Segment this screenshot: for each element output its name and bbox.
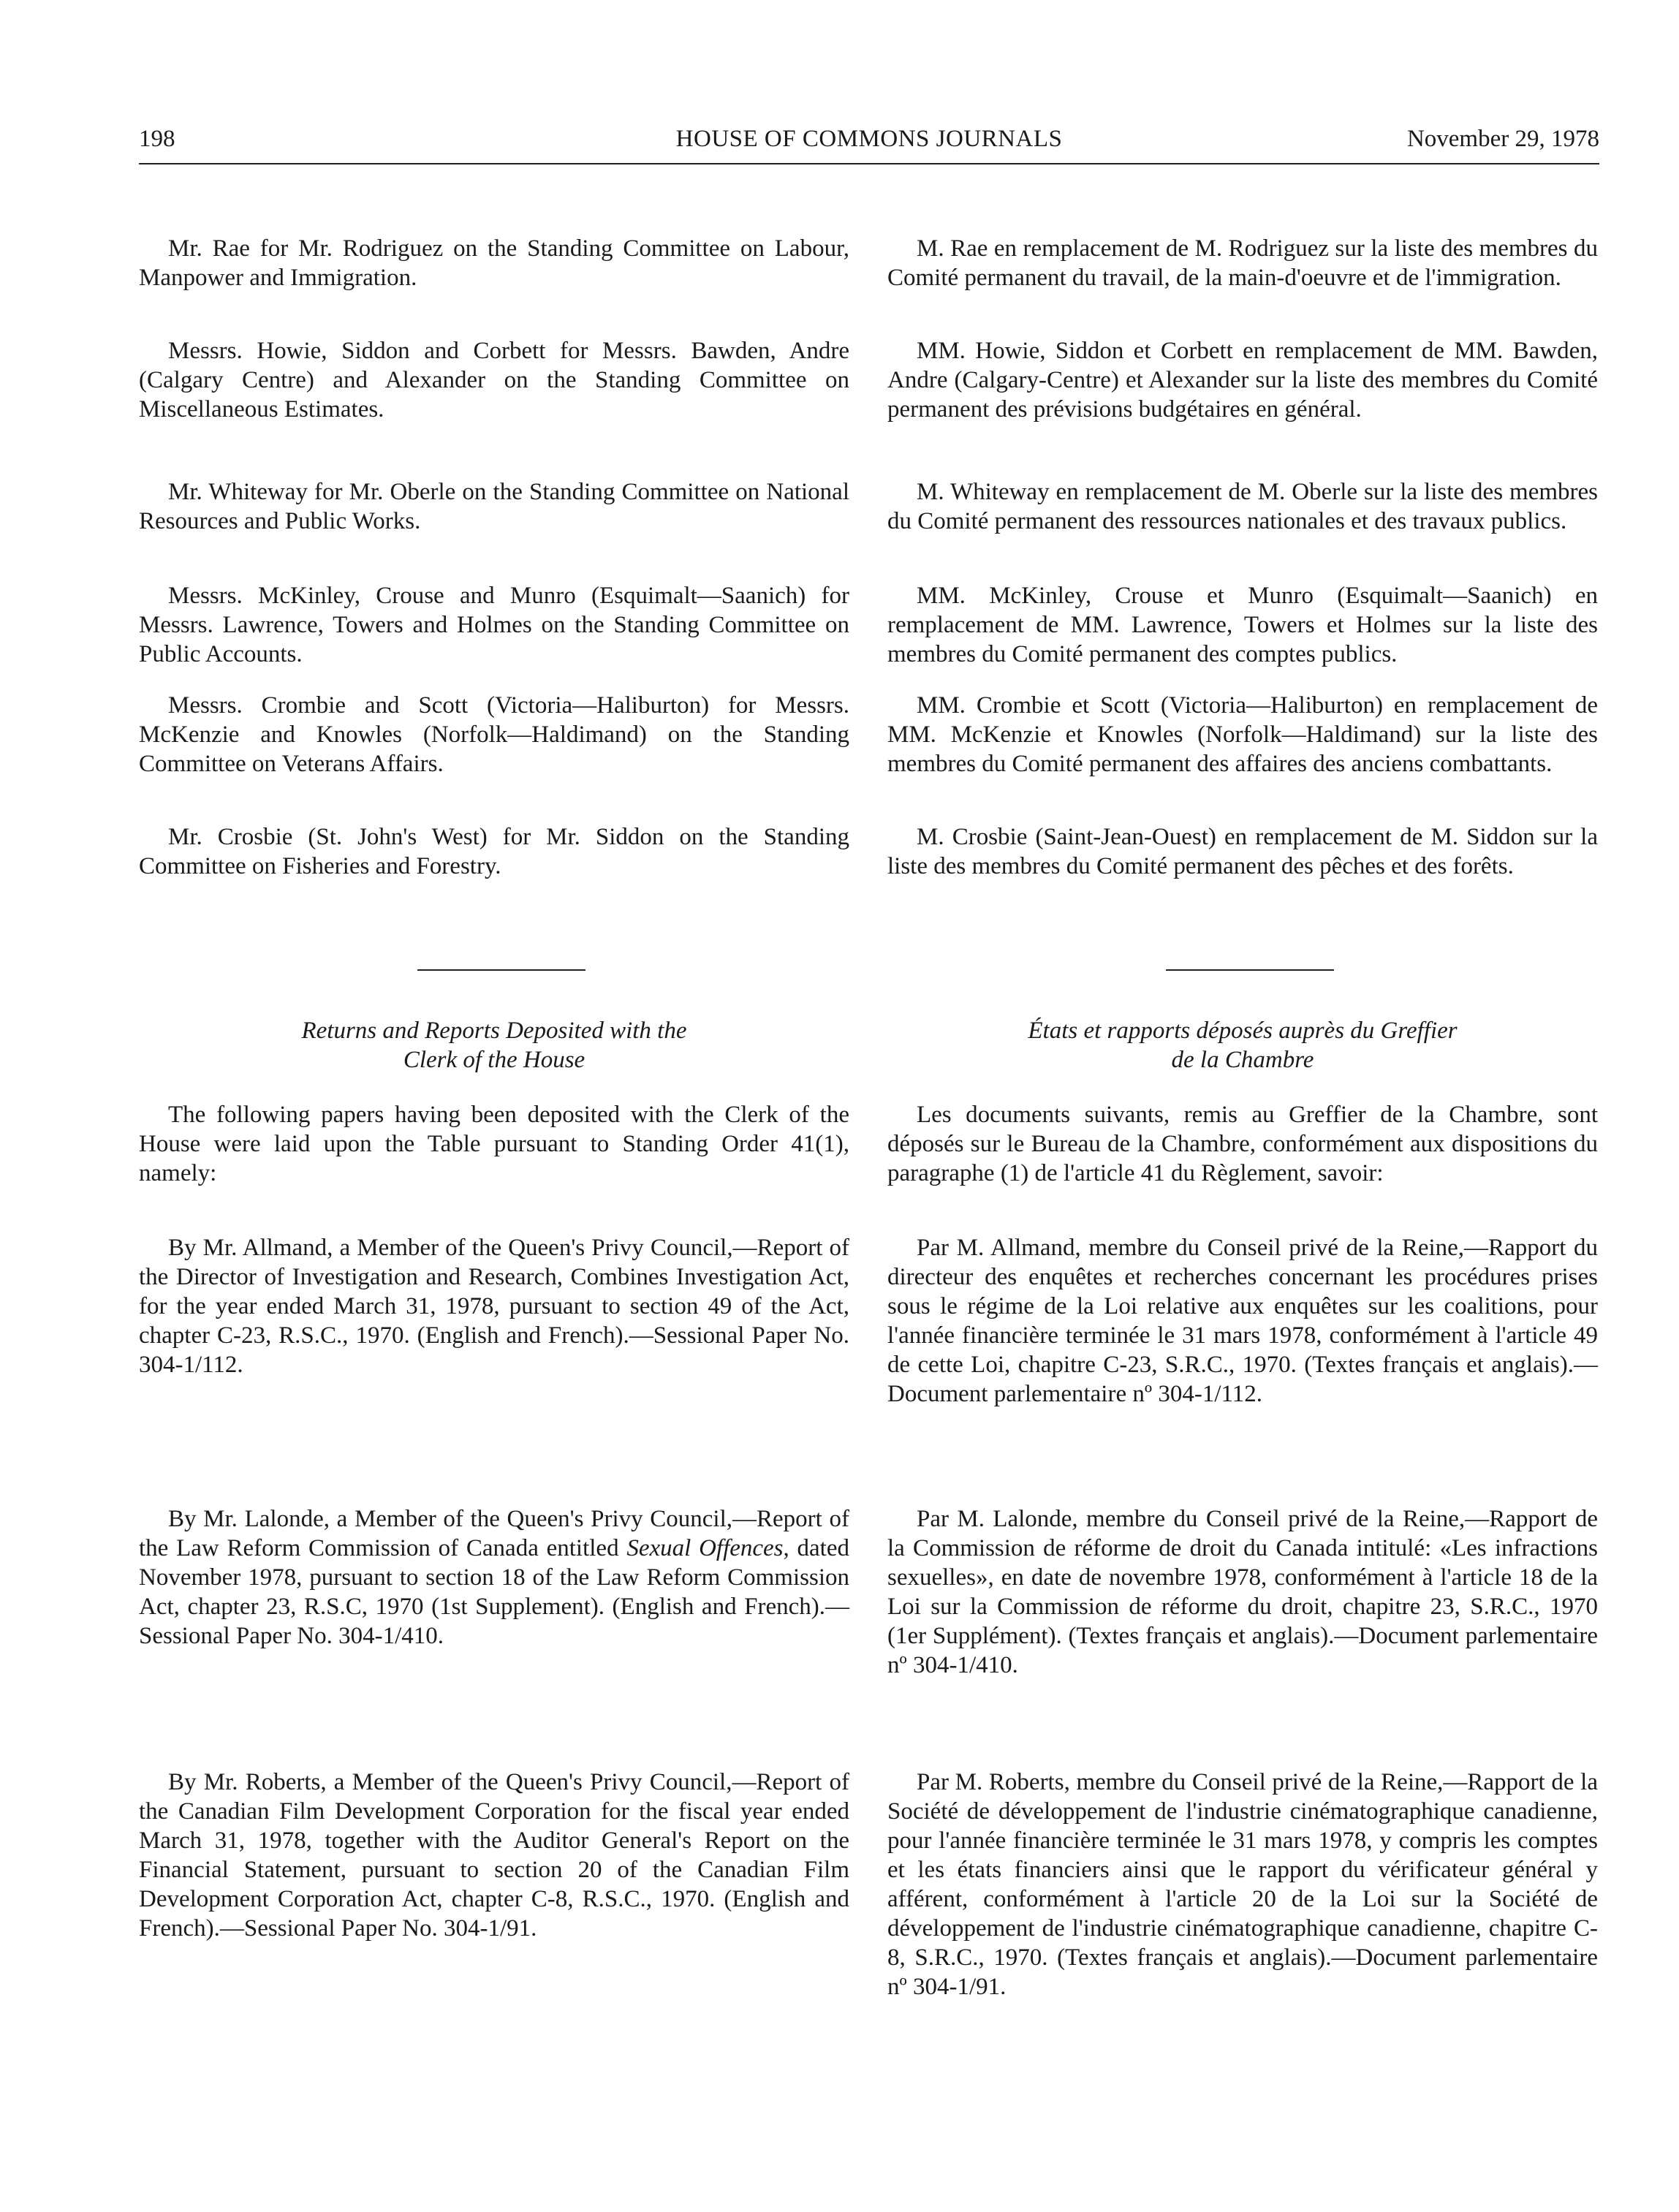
en-lalonde-text-2: , dated November 1978, pursuant to section 18 of the Law Reform Commission Act, chapter 23, R.S.C, 1970 (1st Supplement). (English and French).—Sessional Paper No. 304-1/410. bbox=[139, 1535, 849, 1649]
en-committee-change-whiteway: Mr. Whiteway for Mr. Oberle on the Standing Committee on National Resources and Public Works. bbox=[139, 479, 849, 534]
fr-paper-lalonde: Par M. Lalonde, membre du Conseil privé de la Reine,—Rapport de la Commission de réforme de droit du Canada intitulé: «Les infractions sexuelles», en date de novembre 1978, conformément à l'article 18 de la Loi sur la Commission de réforme du droit, chapitre 23, S.R.C., 1970 (1er Supplément). (Textes français et anglais).—Document parlementaire nº 304-1/410. bbox=[887, 1506, 1598, 1678]
en-section-rule bbox=[417, 969, 585, 971]
en-paper-roberts: By Mr. Roberts, a Member of the Queen's Privy Council,—Report of the Canadian Film Development Corporation for the fiscal year ended March 31, 1978, together with the Auditor General's Report on the Financial Statement, pursuant to section 20 of the Canadian Film Development Corporation Act, chapter C-8, R.S.C., 1970. (English and French).—Sessional Paper No. 304-1/91. bbox=[139, 1769, 849, 1942]
fr-committee-change-crombie: MM. Crombie et Scott (Victoria—Haliburton) en remplacement de MM. McKenzie et Knowles (Norfolk—Haldimand) sur la liste des membres du Comité permanent des affaires des anciens combattants. bbox=[887, 692, 1598, 777]
en-committee-change-rae: Mr. Rae for Mr. Rodriguez on the Standing Committee on Labour, Manpower and Immigration. bbox=[139, 235, 849, 291]
page-number: 198 bbox=[139, 126, 175, 152]
en-section-heading bbox=[139, 1016, 849, 1075]
journal-title: HOUSE OF COMMONS JOURNALS bbox=[675, 126, 1063, 152]
en-intro-paragraph: The following papers having been deposited with the Clerk of the House were laid upon the Table pursuant to Standing Order 41(1), namely: bbox=[139, 1102, 849, 1186]
en-committee-change-mckinley: Messrs. McKinley, Crouse and Munro (Esquimalt—Saanich) for Messrs. Lawrence, Towers and Holmes on the Standing Committee on Public Accounts. bbox=[139, 583, 849, 667]
en-heading-line-1: Returns and Reports Deposited with the bbox=[301, 1018, 687, 1044]
en-paper-lalonde bbox=[139, 1504, 849, 1651]
fr-committee-change-howie: MM. Howie, Siddon et Corbett en remplacement de MM. Bawden, Andre (Calgary-Centre) et Alexander sur la liste des membres du Comité permanent des prévisions budgétaires en général. bbox=[887, 338, 1598, 423]
fr-intro-paragraph: Les documents suivants, remis au Greffier de la Chambre, sont déposés sur le Bureau de la Chambre, conformément aux dispositions du paragraphe (1) de l'article 41 du Règlement, savoir: bbox=[887, 1102, 1598, 1186]
running-header bbox=[139, 126, 1599, 162]
en-committee-change-howie: Messrs. Howie, Siddon and Corbett for Messrs. Bawden, Andre (Calgary Centre) and Alexander on the Standing Committee on Miscellaneous Estimates. bbox=[139, 338, 849, 423]
fr-committee-change-rae: M. Rae en remplacement de M. Rodriguez sur la liste des membres du Comité permanent du travail, de la main-d'oeuvre et de l'immigration. bbox=[887, 235, 1598, 291]
fr-heading-line-1: États et rapports déposés auprès du Greffier bbox=[1028, 1018, 1458, 1044]
en-paper-allmand: By Mr. Allmand, a Member of the Queen's Privy Council,—Report of the Director of Investigation and Research, Combines Investigation Act, for the year ended March 31, 1978, pursuant to section 49 of the Act, chapter C-23, R.S.C., 1970. (English and French).—Sessional Paper No. 304-1/112. bbox=[139, 1235, 849, 1378]
fr-paper-roberts: Par M. Roberts, membre du Conseil privé de la Reine,—Rapport de la Société de développement de l'industrie cinématographique canadienne, pour l'année financière terminée le 31 mars 1978, y compris les comptes et les états financiers ainsi que le rapport du vérificateur général y afférent, conformément à l'article 20 de la Loi sur la Société de développement de l'industrie cinématographique canadienne, chapitre C-8, S.R.C., 1970. (Textes français et anglais).—Document parlementaire nº 304-1/91. bbox=[887, 1769, 1598, 2000]
fr-section-rule bbox=[1166, 969, 1334, 971]
fr-paper-allmand: Par M. Allmand, membre du Conseil privé de la Reine,—Rapport du directeur des enquêtes et recherches concernant les procédures prises sous le régime de la Loi relative aux enquêtes sur les coalitions, pour l'année financière terminée le 31 mars 1978, conformément à l'article 49 de cette Loi, chapitre C-23, S.R.C., 1970. (Textes français et anglais).—Document parlementaire nº 304-1/112. bbox=[887, 1235, 1598, 1407]
header-rule bbox=[139, 163, 1599, 164]
fr-committee-change-crosbie: M. Crosbie (Saint-Jean-Ouest) en remplacement de M. Siddon sur la liste des membres du Comité permanent des pêches et des forêts. bbox=[887, 824, 1598, 879]
journal-date: November 29, 1978 bbox=[1406, 126, 1599, 152]
en-heading-line-2: Clerk of the House bbox=[403, 1047, 585, 1073]
en-lalonde-report-title: Sexual Offences bbox=[626, 1535, 784, 1561]
fr-committee-change-whiteway: M. Whiteway en remplacement de M. Oberle sur la liste des membres du Comité permanent des ressources nationales et des travaux publics. bbox=[887, 479, 1598, 534]
fr-section-heading bbox=[887, 1016, 1598, 1075]
fr-heading-line-2: de la Chambre bbox=[1171, 1047, 1314, 1073]
fr-committee-change-mckinley: MM. McKinley, Crouse et Munro (Esquimalt—Saanich) en remplacement de MM. Lawrence, Towers et Holmes sur la liste des membres du Comité permanent des comptes publics. bbox=[887, 583, 1598, 667]
en-committee-change-crombie: Messrs. Crombie and Scott (Victoria—Haliburton) for Messrs. McKenzie and Knowles (Norfolk—Haldimand) on the Standing Committee on Veterans Affairs. bbox=[139, 692, 849, 777]
en-committee-change-crosbie: Mr. Crosbie (St. John's West) for Mr. Siddon on the Standing Committee on Fisheries and Forestry. bbox=[139, 824, 849, 879]
en-lalonde-text-1: By Mr. Lalonde, a Member of the Queen's Privy Council,—Report of the Law Reform Commission of Canada entitled bbox=[139, 1506, 849, 1561]
